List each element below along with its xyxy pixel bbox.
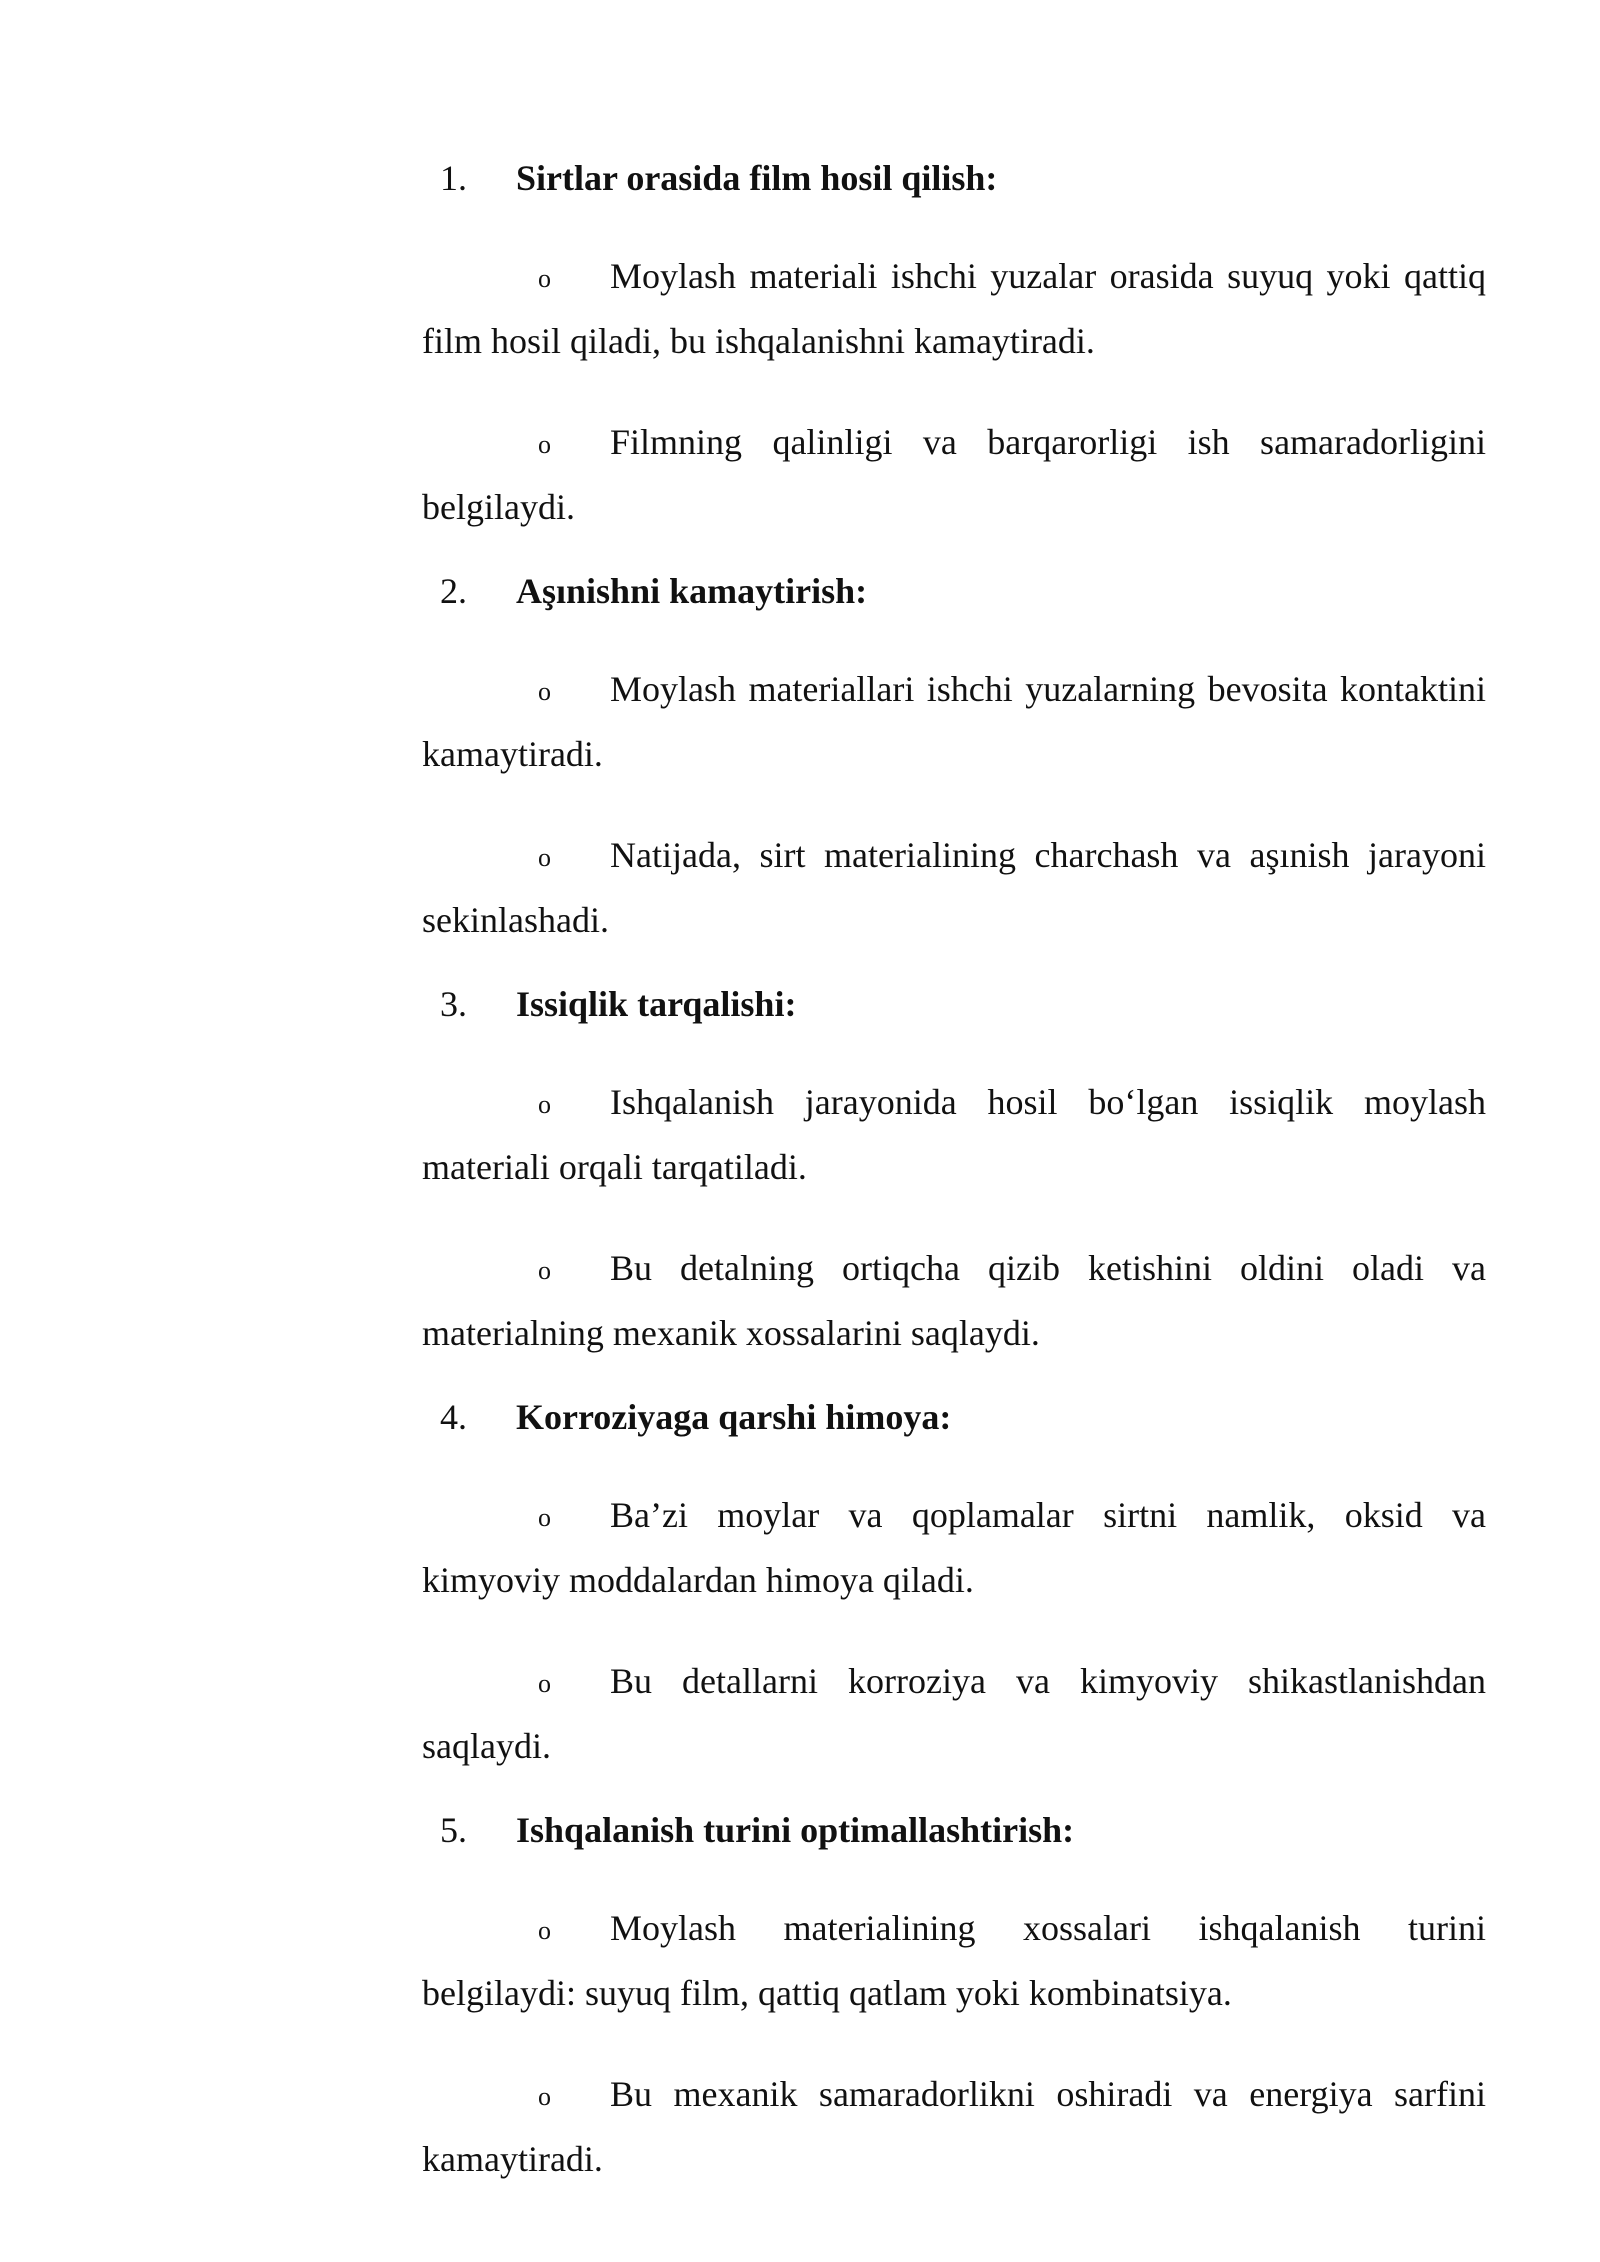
bullet-text: Ishqalanish jarayonida hosil bo‘lgan issiqlik moylash materiali orqali tarqatiladi. — [422, 1082, 1486, 1187]
bullet-marker: o — [538, 843, 551, 872]
section-number: 5. — [440, 1810, 467, 1850]
bullet-item — [422, 1649, 1486, 1779]
bullet-item — [422, 657, 1486, 787]
section-number: 3. — [440, 984, 467, 1024]
bullet-text: Bu mexanik samaradorlikni oshiradi va energiya sarfini kamaytiradi. — [422, 2074, 1486, 2179]
bullet-item — [422, 244, 1486, 374]
bullet-text: Bu detalning ortiqcha qizib ketishini oldini oladi va materialning mexanik xossalarini saqlaydi. — [422, 1248, 1486, 1353]
section-number: 2. — [440, 571, 467, 611]
bullet-marker: o — [538, 264, 551, 293]
bullet-text: Natijada, sirt materialining charchash va aşınish jarayoni sekinlashadi. — [422, 835, 1486, 940]
bullet-item — [422, 1896, 1486, 2026]
section-3 — [422, 974, 1486, 1366]
bullet-item — [422, 2062, 1486, 2192]
bullet-item — [422, 1070, 1486, 1200]
bullet-text: Ba’zi moylar va qoplamalar sirtni namlik, oksid va kimyoviy moddalardan himoya qiladi. — [422, 1495, 1486, 1600]
section-4 — [422, 1387, 1486, 1779]
bullet-marker: o — [538, 430, 551, 459]
section-title: Sirtlar orasida film hosil qilish: — [516, 158, 998, 198]
bullet-marker: o — [538, 1256, 551, 1285]
section-1 — [422, 148, 1486, 540]
section-heading — [422, 148, 1486, 208]
bullet-text: Moylash materiali ishchi yuzalar orasida suyuq yoki qattiq film hosil qiladi, bu ishqalanishni kamaytiradi. — [422, 256, 1486, 361]
section-heading — [422, 1387, 1486, 1447]
section-heading — [422, 1800, 1486, 1860]
section-heading — [422, 561, 1486, 621]
bullet-marker: o — [538, 677, 551, 706]
bullet-item — [422, 1236, 1486, 1366]
bullet-text: Filmning qalinligi va barqarorligi ish samaradorligini belgilaydi. — [422, 422, 1486, 527]
section-2 — [422, 561, 1486, 953]
bullet-marker: o — [538, 1503, 551, 1532]
section-title: Aşınishni kamaytirish: — [516, 571, 868, 611]
bullet-item — [422, 410, 1486, 540]
bullet-marker: o — [538, 1090, 551, 1119]
bullet-marker: o — [538, 1669, 551, 1698]
bullet-marker: o — [538, 2082, 551, 2111]
bullet-item — [422, 1483, 1486, 1613]
section-number: 4. — [440, 1397, 467, 1437]
section-heading — [422, 974, 1486, 1034]
bullet-text: Bu detallarni korroziya va kimyoviy shikastlanishdan saqlaydi. — [422, 1661, 1486, 1766]
bullet-marker: o — [538, 1916, 551, 1945]
section-5 — [422, 1800, 1486, 2192]
bullet-item — [422, 823, 1486, 953]
bullet-text: Moylash materialining xossalari ishqalanish turini belgilaydi: suyuq film, qattiq qatlam yoki kombinatsiya. — [422, 1908, 1486, 2013]
section-title: Issiqlik tarqalishi: — [516, 984, 797, 1024]
section-title: Ishqalanish turini optimallashtirish: — [516, 1810, 1075, 1850]
document-content — [422, 148, 1486, 2213]
bullet-text: Moylash materiallari ishchi yuzalarning bevosita kontaktini kamaytiradi. — [422, 669, 1486, 774]
section-title: Korroziyaga qarshi himoya: — [516, 1397, 952, 1437]
section-number: 1. — [440, 158, 467, 198]
